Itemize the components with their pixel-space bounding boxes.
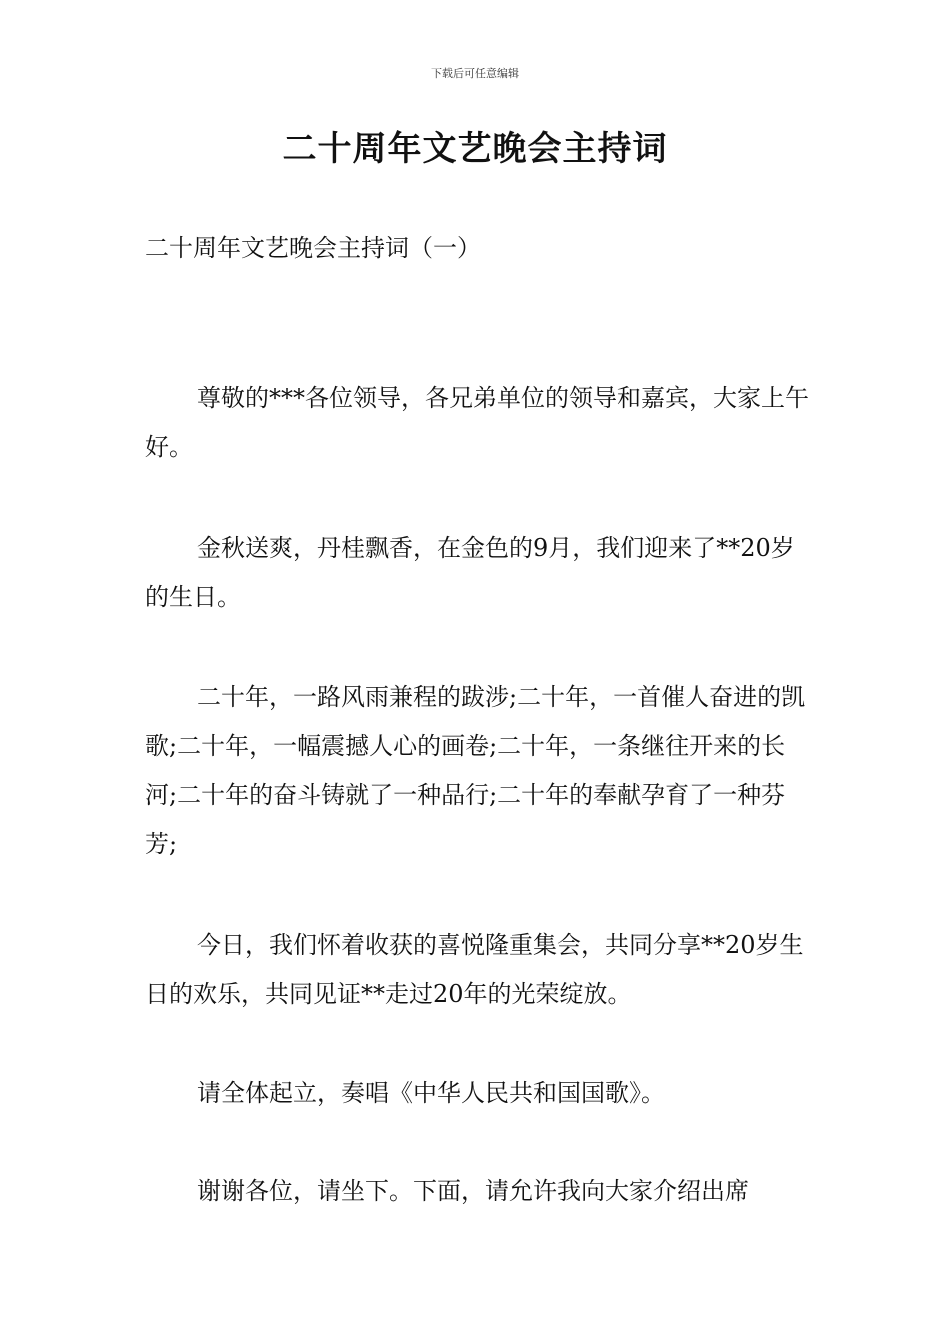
- paragraph-anthem: 请全体起立，奏唱《中华人民共和国国歌》。: [197, 1079, 665, 1107]
- header-note: 下载后可任意编辑: [431, 67, 519, 80]
- paragraph-introduction: 谢谢各位，请坐下。下面，请允许我向大家介绍出席: [197, 1177, 749, 1205]
- document-title: 二十周年文艺晚会主持词: [282, 129, 668, 169]
- paragraph-twenty-years: 二十年，一路风雨兼程的跋涉;二十年，一首催人奋进的凯歌;二十年，一幅震撼人心的画卷;二十年，一条继往开来的长河;二十年的奋斗铸就了一种品行;二十年的奉献孕育了一种芬芳;: [145, 683, 806, 858]
- paragraph-greeting: 尊敬的***各位领导，各兄弟单位的领导和嘉宾，大家上午好。: [145, 384, 809, 461]
- paragraph-autumn: 金秋送爽，丹桂飘香，在金色的9月，我们迎来了**20岁的生日。: [145, 534, 795, 611]
- paragraph-today: 今日，我们怀着收获的喜悦隆重集会，共同分享**20岁生日的欢乐，共同见证**走过20年的光荣绽放。: [145, 931, 804, 1008]
- section-subheading: 二十周年文艺晚会主持词（一）: [145, 234, 481, 262]
